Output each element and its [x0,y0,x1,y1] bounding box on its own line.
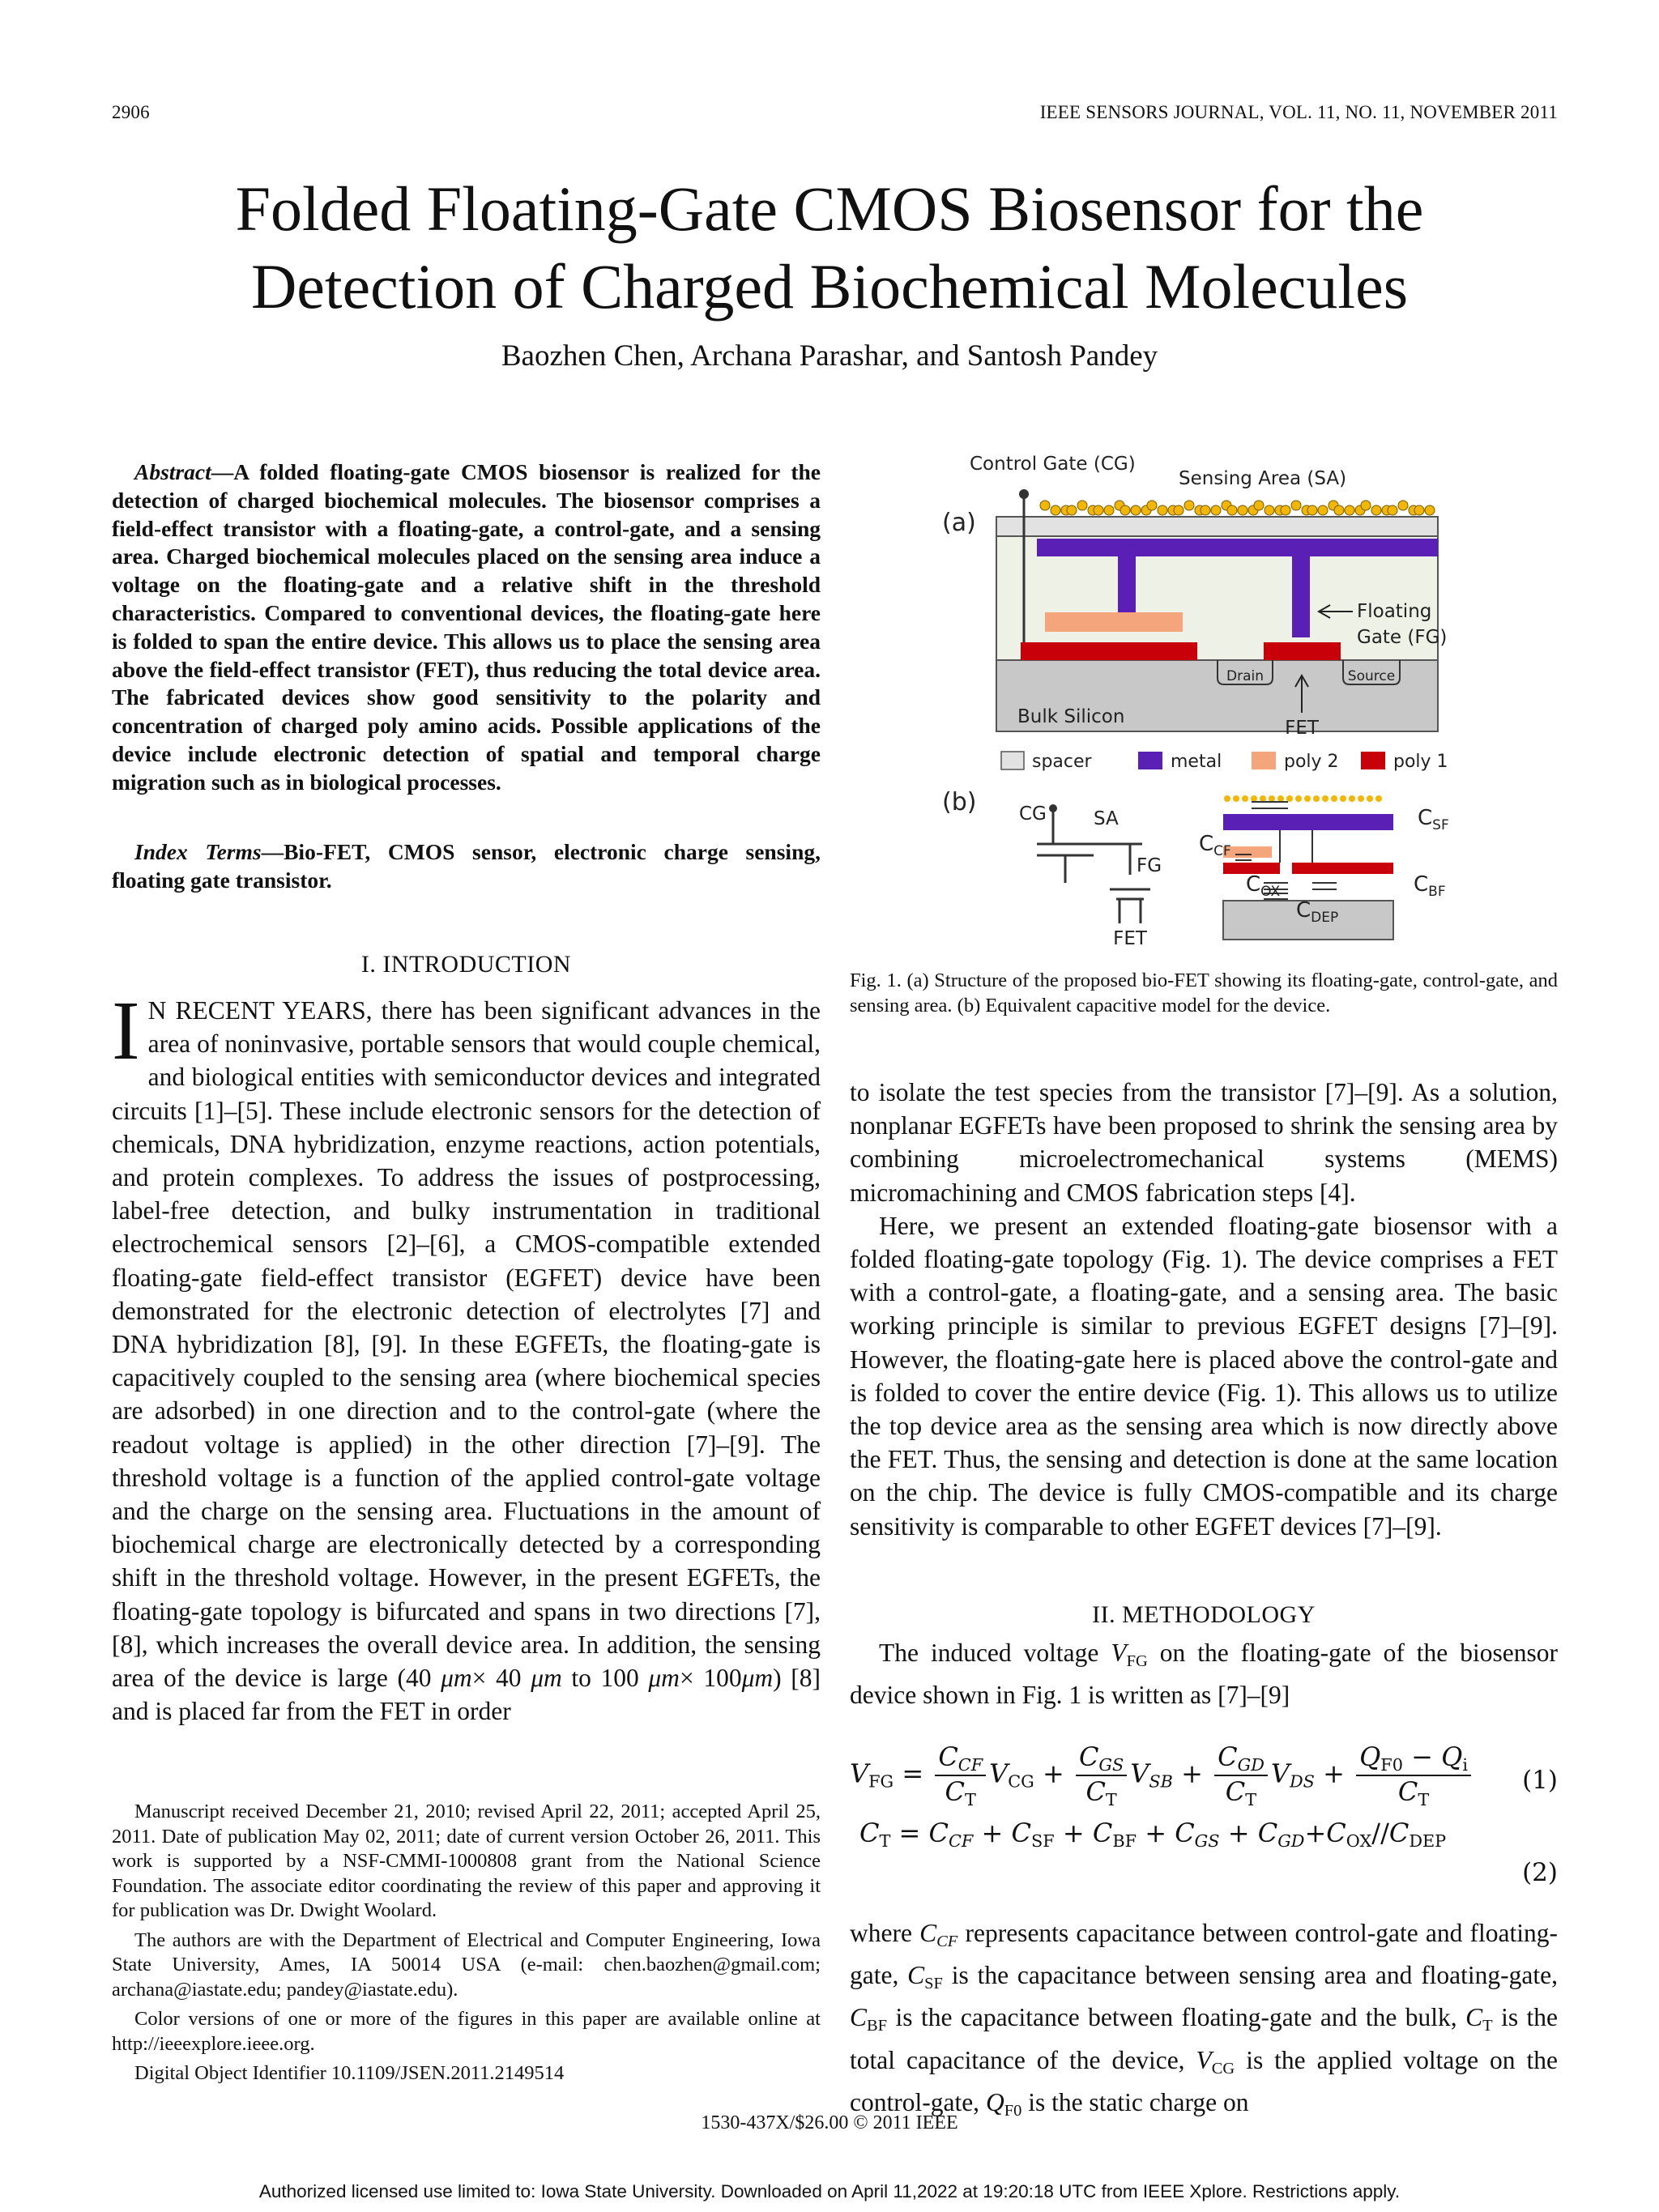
b-fet-label: FET [1113,928,1147,949]
abstract [112,458,821,797]
poly2-plate [1045,612,1183,632]
b-poly1-right [1292,863,1393,874]
spacer-layer [996,517,1438,536]
molecule [1131,505,1141,515]
molecule [1281,505,1290,515]
dropcap: I [112,984,140,1077]
b-molecule [1277,795,1284,802]
methodology-intro: The induced voltage $V_{FG}$ on the floating-gate of the biosensor device shown in Fig. 1 is written as [7]–[9] [850,1639,1558,1710]
fet-label-a: FET [1285,718,1319,739]
b-molecule [1224,795,1230,802]
molecule [1211,505,1221,515]
molecule [1174,505,1183,515]
figure-label-b: (b) [942,788,977,816]
metal-via-left [1118,556,1136,613]
b-molecule [1304,795,1311,802]
introduction-text-b: ) [8] and is placed far from the FET in order [112,1664,821,1726]
c-cf-label: $C_{CF}$ [1199,832,1231,859]
bulk-silicon-label: Bulk Silicon [1017,706,1125,727]
c-sf-label: $C_{SF}$ [1418,806,1449,833]
molecule [1238,505,1247,515]
footnote-doi: Digital Object Identifier 10.1109/JSEN.2011.2149514 [134,2062,565,2084]
methodology-text-b: on the floating-gate of the biosensor device shown in Fig. 1 is written as [7]–[9] [850,1639,1558,1710]
b-molecule [1269,795,1275,802]
molecule [1104,505,1114,515]
legend-spacer-label: spacer [1032,752,1092,772]
c-dep-label: $C_{DEP}$ [1296,898,1339,926]
unit-um-4: μm [741,1664,774,1693]
b-sa-label: SA [1094,808,1119,829]
legend-poly1-label: poly 1 [1393,752,1448,772]
molecule [1077,501,1087,510]
molecule [1414,505,1424,515]
equation-2: $C_T = C_{CF} + C_{SF} + C_{BF} + C_{GS} + C_{GD}+C_{OX}//C_{DEP}$ (2) [859,1818,1558,1887]
journal-header: IEEE SENSORS JOURNAL, VOL. 11, NO. 11, NOVEMBER 2011 [1039,102,1558,122]
molecule [1291,501,1301,510]
molecule [1184,501,1194,510]
unit-um-1: μm [441,1664,472,1693]
control-gate-terminal [1019,489,1029,499]
poly1-fet-gate [1264,642,1341,660]
figure-label-a: (a) [942,509,976,537]
molecules-group [1040,501,1435,515]
molecule [1388,505,1397,515]
molecule [1398,501,1408,510]
molecule [1120,505,1130,515]
abstract-label: Abstract [134,459,211,484]
right-paragraph-1: to isolate the test species from the transistor [7]–[9]. As a solution, nonplanar EGFETs have been proposed to shrink the sensing area by combining microelectromechanical systems (MEMS) micromachining and CMOS fabrication steps [4]. [850,1078,1558,1207]
molecule [1067,505,1077,515]
b-molecule [1286,795,1293,802]
footnote-authors: The authors are with the Department of Electrical and Computer Engineering, Iowa State University, Ames, IA 50014 USA (e-mail: chen.baozhen@gmail.com; archana@iastate.edu; pandey@iastate.edu). [112,1929,821,2001]
molecule [1147,501,1157,510]
authors: Baozhen Chen, Archana Parashar, and Santosh Pandey [501,339,1158,373]
page-number: 2906 [112,102,150,122]
b-fg-label: FG [1137,855,1162,876]
floating-gate-label-2: Gate (FG) [1357,627,1448,648]
molecule [1040,501,1050,510]
molecule [1254,501,1264,510]
equation-2-number: (2) [1522,1858,1558,1887]
molecule [1371,505,1381,515]
b-molecule [1251,795,1257,802]
molecule [1051,505,1060,515]
control-gate-label: Control Gate (CG) [970,454,1136,475]
footnote-color: Color versions of one or more of the figures in this paper are available online at http://ieeexplore.ieee.org. [112,2008,821,2055]
index-terms-text: —Bio-FET, CMOS sensor, electronic charge sensing, floating gate transistor. [112,839,821,893]
b-molecule [1340,795,1346,802]
footnote [112,1800,821,2091]
b-molecule [1349,795,1355,802]
molecule [1425,505,1435,515]
poly1-control-gate [1021,642,1197,660]
metal-via-right [1292,556,1310,637]
abstract-text: —A folded floating-gate CMOS biosensor is realized for the detection of charged biochemical molecules. The biosensor comprises a field-effect transistor with a floating-gate, a control-gate, and a sensing area. Charged biochemical molecules placed on the sensing area induce a voltage on the floating-gate and a relative shift in the threshold characteristics. Compared to conventional devices, the floating-gate here is folded to span the entire device. This allows us to place the sensing area above the field-effect transistor (FET), thus reducing the total device area. The fabricated devices show good sensitivity to the polarity and concentration of charged poly amino acids. Possible applications of the device include electronic detection of spatial and temporal charge migration such as in biological processes. [112,459,821,795]
b-metal-plate [1223,814,1393,830]
legend-poly2-swatch [1252,752,1276,769]
b-molecule [1375,795,1382,802]
figure-caption: Fig. 1. (a) Structure of the proposed bio-FET showing its floating-gate, control-gate, and sensing area. (b) Equivalent capacitive model for the device. [850,970,1558,1016]
b-molecule [1295,795,1302,802]
b-molecule [1242,795,1248,802]
drain-label: Drain [1226,668,1264,684]
legend-spacer-swatch [1001,752,1024,769]
to-text: to 100 [561,1664,649,1693]
times-1: × 40 [471,1664,531,1693]
methodology-body: where $C_{CF}$ represents capacitance between control-gate and floating-gate, $C_{SF}$ is the capacitance between sensing area and floating-gate, $C_{BF}$ is the capacitance between floating-gate and the bulk, $C_T$ is the total capacitance of the device, $V_{CG}$ is the applied voltage on the control-gate, $Q_{F0}$ is the static charge on [850,1919,1559,2120]
b-molecule [1260,795,1266,802]
b-cg-label: CG [1019,803,1047,825]
equation-1-number: (1) [1522,1766,1558,1795]
molecule [1361,501,1371,510]
molecule [1201,505,1210,515]
section-heading-methodology: II. METHODOLOGY [1092,1601,1316,1628]
b-molecule [1367,795,1373,802]
b-molecule [1313,795,1320,802]
b-molecule [1233,795,1239,802]
section-heading-introduction: I. INTRODUCTION [360,951,572,978]
b-molecule [1331,795,1337,802]
right-column-body [850,1076,1558,1543]
index-terms-label: Index Terms [134,839,262,864]
introduction-text-a: N RECENT YEARS, there has been significant advances in the area of noninvasive, portable sensors that would couple chemical, and biological entities with semiconductor devices and integrated circuits [1]–[5]. These include electronic sensors for the detection of chemicals, DNA hybridization, enzyme reactions, action potentials, and protein complexes. To address the issues of postprocessing, label-free detection, and bulky instrumentation in traditional electrochemical sensors [2]–[6], a CMOS-compatible extended floating-gate field-effect transistor (EGFET) device have been demonstrated for the electronic detection of electrolytes [7] and DNA hybridization [8], [9]. In these EGFETs, the floating-gate is capacitively coupled to the sensing area (where biochemical species are adsorbed) in one direction and to the control-gate (where the readout voltage is applied) in the other direction [7]–[9]. The threshold voltage is a function of the applied control-gate voltage and the charge on the sensing area. Fluctuations in the amount of biochemical charge are electronically detected by a corresponding shift in the threshold voltage. However, in the present EGFETs, the floating-gate topology is bifurcated and spans in two directions [7], [8], which increases the overall device area. In addition, the sensing area of the device is large (40 [112,996,821,1693]
b-molecule [1358,795,1364,802]
molecule [1334,505,1344,515]
sensing-area-label: Sensing Area (SA) [1179,468,1347,489]
legend-poly1-swatch [1361,752,1385,769]
license-notice: Authorized licensed use limited to: Iowa State University. Downloaded on April 11,2022 at 19:20:18 UTC from IEEE Xplore. Restrictions apply. [258,2181,1401,2201]
legend-poly2-label: poly 2 [1284,752,1339,772]
footnote-manuscript: Manuscript received December 21, 2010; revised April 22, 2011; accepted April 25, 2011. Date of publication May 02, 2011; date of current version October 26, 2011. This work is supported by a NSF-CMMI-1000808 grant from the National Science Foundation. The associate editor coordinating the review of this paper and approving it for publication was Dr. Dwight Woolard. [112,1801,821,1921]
index-terms [112,838,821,895]
legend-metal-swatch [1138,752,1162,769]
price-copyright: 1530-437X/$26.00 © 2011 IEEE [701,2112,958,2133]
times-2: × 100 [679,1664,742,1693]
molecule [1345,505,1354,515]
introduction-body [112,984,821,1728]
paper-title [0,170,1659,326]
legend-metal-label: metal [1171,752,1222,772]
molecule [1158,505,1167,515]
equation-1: $V_{FG}$ = $\frac{C_{CF}}{C_T}$ $V_{CG}$ + $\frac{C_{GS}}{C_T}$ $V_{SB}$ + $\frac{C_{GD}}{C_T}$ $V_{DS}$ + $\frac{Q_{F0} - Q_i}{C_T}$ (1) [850,1741,1558,1809]
title-line-1: Folded Floating-Gate CMOS Biosensor for the [235,173,1424,244]
unit-um-3: μm [648,1664,680,1693]
molecule [1307,505,1317,515]
b-molecule [1322,795,1328,802]
source-label: Source [1347,668,1396,684]
unit-um-2: μm [531,1664,562,1693]
molecule [1227,505,1237,515]
c-bf-label: $C_{BF}$ [1414,872,1446,900]
metal-top-plate [1037,539,1438,556]
molecule [1094,505,1103,515]
molecule [1318,505,1328,515]
molecule [1265,505,1274,515]
figure-1 [932,445,1458,956]
methodology-text-a: The induced voltage [879,1639,1111,1667]
right-paragraph-2: Here, we present an extended floating-gate biosensor with a folded floating-gate topology (Fig. 1). The device comprises a FET with a control-gate, a floating-gate, and a sensing area. The basic working principle is similar to previous EGFET designs [7]–[9]. However, the floating-gate here is placed above the control-gate and is folded to cover the entire device (Fig. 1). This allows us to utilize the top device area as the sensing area which is now directly above the FET. Thus, the sensing and detection is done at the same location on the chip. The device is fully CMOS-compatible and its charge sensitivity is comparable to other EGFET devices [7]–[9]. [850,1211,1558,1541]
c-ox-label: $C_{OX}$ [1246,872,1281,900]
floating-gate-label-1: Floating [1357,601,1432,622]
b-molecules-group [1224,795,1382,802]
title-line-2: Detection of Charged Biochemical Molecules [250,251,1409,322]
